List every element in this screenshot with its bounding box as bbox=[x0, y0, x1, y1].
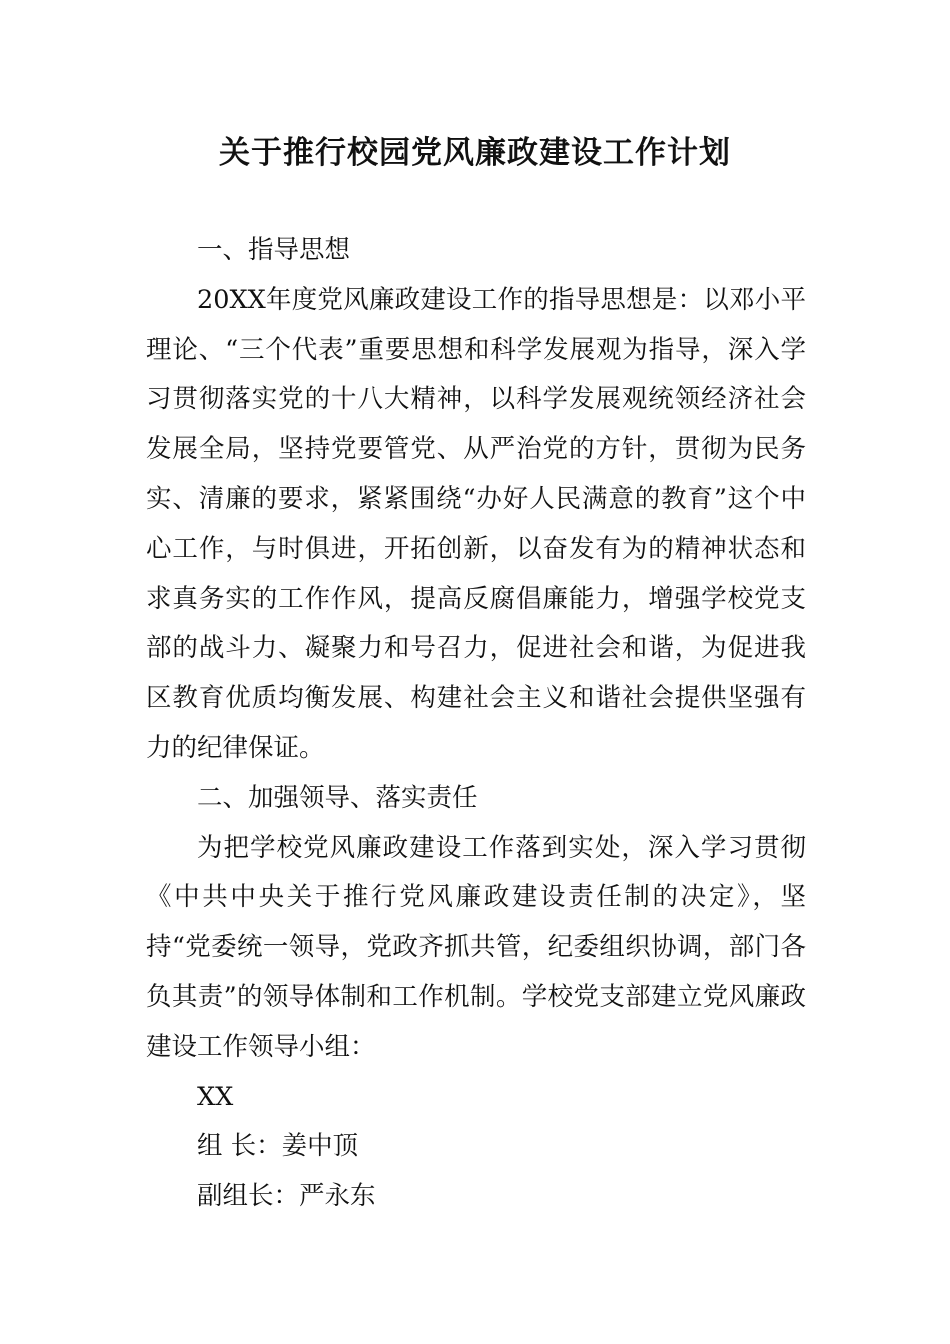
section-heading-leadership: 二、加强领导、落实责任 bbox=[197, 782, 478, 813]
placeholder-line: XX bbox=[197, 1081, 234, 1112]
paragraph-leadership: 为把学校党风廉政建设工作落到实处，深入学习贯彻《中共中央关于推行党风廉政建设责任制的决定》，坚持“党委统一领导，党政齐抓共管，纪委组织协调，部门各负其责”的领导体制和工作机制。学校党支部建立党风廉政建设工作领导小组： bbox=[146, 832, 806, 1062]
paragraph-guiding-ideology: 20XX年度党风廉政建设工作的指导思想是：以邓小平理论、“三个代表”重要思想和科学发展观为指导，深入学习贯彻落实党的十八大精神，以科学发展观统领经济社会发展全局，坚持党要管党、从严治党的方针，贯彻为民务实、清廉的要求，紧紧围绕“办好人民满意的教育”这个中心工作，与时俱进，开拓创新，以奋发有为的精神状态和求真务实的工作作风，提高反腐倡廉能力，增强学校党支部的战斗力、凝聚力和号召力，促进社会和谐，为促进我区教育优质均衡发展、构建社会主义和谐社会提供坚强有力的纪律保证。 bbox=[146, 284, 806, 763]
document-body bbox=[146, 226, 806, 1222]
group-leader-line: 组 长：姜中顶 bbox=[197, 1131, 359, 1162]
deputy-leader-line: 副组长：严永东 bbox=[197, 1181, 376, 1212]
document-title: 关于推行校园党风廉政建设工作计划 bbox=[219, 135, 731, 171]
section-heading-guiding-ideology: 一、指导思想 bbox=[197, 235, 351, 265]
